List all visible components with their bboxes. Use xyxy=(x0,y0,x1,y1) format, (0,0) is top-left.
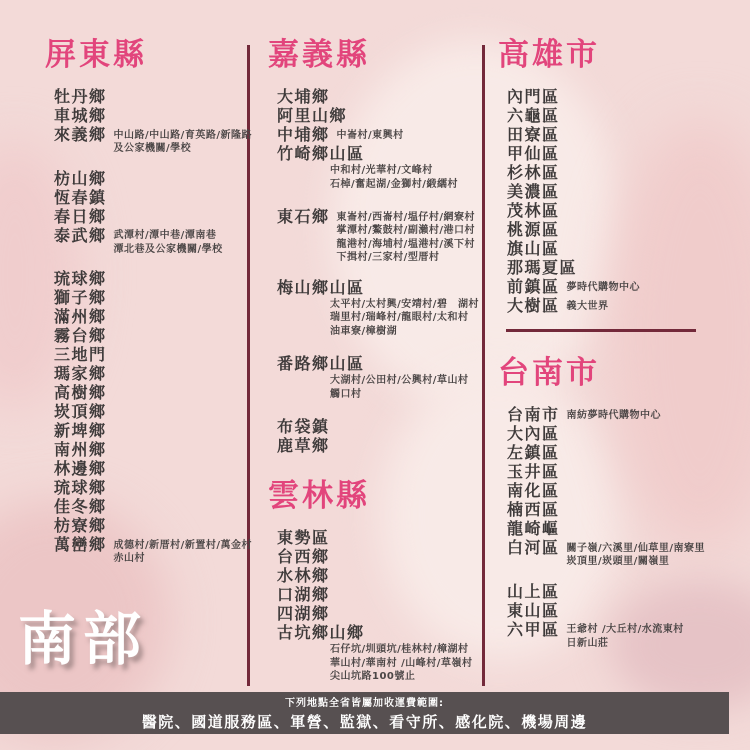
list-item xyxy=(507,144,744,163)
list-item xyxy=(507,125,744,144)
note-line: 中和村/光華村/文峰村 xyxy=(330,165,433,176)
list-item-name: 布袋鎮 xyxy=(277,417,330,436)
list-item xyxy=(54,364,257,383)
list-item-name: 杉林區 xyxy=(507,163,560,182)
list-item xyxy=(54,535,257,566)
list-item-name: 茂林區 xyxy=(507,201,560,220)
list-item xyxy=(54,87,257,106)
note-line: 日新山莊 xyxy=(566,637,609,649)
list-item-name: 四湖鄉 xyxy=(277,604,330,623)
list-item-name: 南化區 xyxy=(507,481,560,500)
note-line: 尖山坑路100號止 xyxy=(330,671,416,682)
list-item xyxy=(54,169,257,188)
note-line: 赤山村 xyxy=(113,553,146,564)
item-note-pingtung xyxy=(114,535,252,566)
list-item-name: 大內區 xyxy=(507,424,560,443)
list-item xyxy=(54,226,257,257)
list-item-name: 水林鄉 xyxy=(277,566,330,585)
list-item xyxy=(54,307,257,326)
note-line: 崁頂里/崁頭里/關嶺里 xyxy=(566,556,670,567)
note-line: 及公家機關/學校 xyxy=(113,143,192,154)
list-item-name: 番路鄉山區 xyxy=(277,354,365,373)
item-note-chiayi xyxy=(337,207,475,265)
note-line: 觸口村 xyxy=(330,388,362,400)
note-line: 石仔坑/圳頭坑/桂林村/樟湖村 xyxy=(330,644,469,655)
list-item-name: 前鎮區 xyxy=(507,277,560,296)
list-item-name: 來義鄉 xyxy=(54,125,107,144)
list-item xyxy=(507,443,744,462)
list-item xyxy=(507,601,744,620)
list-item-name: 左鎮區 xyxy=(507,443,560,462)
list-item xyxy=(277,207,480,265)
item-note-chiayi xyxy=(330,297,480,342)
note-line: 潭北巷及公家機關/學校 xyxy=(113,243,223,255)
list-item-name: 六甲區 xyxy=(507,619,560,639)
section-title-pingtung: 屏東縣 xyxy=(45,37,147,73)
section-divider-kaohsiung xyxy=(506,329,696,332)
list-item-name: 內門區 xyxy=(507,87,560,106)
list-item-name: 梅山鄉山區 xyxy=(277,277,365,297)
list-item-name: 瑪家鄉 xyxy=(54,364,107,383)
list-item xyxy=(277,354,480,373)
list-item xyxy=(507,220,744,239)
list-item xyxy=(507,106,744,125)
list-item xyxy=(54,497,257,516)
list-item xyxy=(54,516,257,535)
list-item-name: 大樹區 xyxy=(507,296,560,315)
list-item xyxy=(507,239,744,258)
list-item-name: 林邊鄉 xyxy=(54,459,107,478)
list-item-name: 高樹鄉 xyxy=(54,383,107,402)
note-line: 下揖村/三家村/型厝村 xyxy=(336,252,440,263)
item-note-pingtung xyxy=(114,226,223,257)
list-item xyxy=(507,182,744,201)
list-item xyxy=(507,582,744,601)
list-item-name: 六龜區 xyxy=(507,106,560,125)
list-item xyxy=(507,296,744,315)
list-item-name: 白河區 xyxy=(507,538,560,557)
list-item xyxy=(54,326,257,345)
list-item-name: 鹿草鄉 xyxy=(277,436,330,455)
list-item-name: 琉球鄉 xyxy=(54,269,107,288)
list-item-name: 滿州鄉 xyxy=(54,307,107,326)
list-item xyxy=(507,258,744,277)
note-line: 華山村/華南村 /山峰村/草嶺村 xyxy=(330,657,473,669)
list-item-name: 口湖鄉 xyxy=(277,585,330,604)
list-item-name: 三地門 xyxy=(54,345,107,364)
list-item-name: 玉井區 xyxy=(507,462,560,481)
item-note-chiayi xyxy=(330,163,480,194)
list-item-name: 南州鄉 xyxy=(54,440,107,459)
column-kaohsiung-tainan xyxy=(498,38,744,650)
list-item xyxy=(277,106,480,125)
list-item xyxy=(277,125,480,144)
list-item-name: 牡丹鄉 xyxy=(54,87,107,106)
list-item-name: 東石鄉 xyxy=(277,207,330,226)
list-item xyxy=(507,500,744,519)
note-line: 瑞里村/瑞峰村/龍眼村/太和村 xyxy=(330,312,469,323)
note-line: 掌潭村/鰲鼓村/副瀨村/港口村 xyxy=(336,225,475,236)
note-line: 中山路/中山路/育英路/新隆路 xyxy=(113,129,252,141)
list-item-name: 琉球鄉 xyxy=(54,478,107,497)
list-item xyxy=(54,207,257,226)
list-item-name: 竹崎鄉山區 xyxy=(277,144,365,163)
list-item xyxy=(54,106,257,125)
footer-note-locations: 醫院、國道服務區、軍營、監獄、看守所、感化院、機場周邊 xyxy=(141,713,588,731)
list-item-name: 萬巒鄉 xyxy=(54,535,107,554)
list-item-name: 古坑鄉山鄉 xyxy=(277,623,365,642)
list-item xyxy=(277,144,480,163)
list-item-name: 枋山鄉 xyxy=(54,168,107,188)
item-note-kaohsiung xyxy=(567,277,641,294)
list-item-name: 甲仙區 xyxy=(507,144,560,163)
list-item xyxy=(507,538,744,569)
list-item-name: 恆春鎮 xyxy=(54,187,107,207)
list-item xyxy=(507,424,744,443)
list-item-name: 大埔鄉 xyxy=(277,87,330,106)
list-item xyxy=(54,188,257,207)
list-item-name: 枋寮鄉 xyxy=(54,516,107,535)
list-item-name: 台西鄉 xyxy=(277,547,330,566)
list-item xyxy=(507,277,744,296)
list-item-name: 車城鄉 xyxy=(54,106,107,125)
region-label: 南部 xyxy=(18,605,149,673)
list-item xyxy=(507,405,744,424)
list-item xyxy=(277,585,480,604)
list-item xyxy=(54,402,257,421)
column-pingtung xyxy=(45,38,257,566)
note-line: 義大世界 xyxy=(566,300,609,312)
list-item xyxy=(54,269,257,288)
list-item xyxy=(507,462,744,481)
item-note-pingtung xyxy=(114,125,252,156)
note-line: 中崙村/東興村 xyxy=(336,129,404,141)
note-line: 龍港村/海埔村/塭港村/溪下村 xyxy=(336,238,475,250)
item-note-chiayi xyxy=(330,373,480,404)
column-chiayi-yunlin xyxy=(268,38,480,687)
list-item xyxy=(54,440,257,459)
list-item xyxy=(507,481,744,500)
list-item xyxy=(507,620,744,651)
list-item-name: 東勢區 xyxy=(277,528,330,547)
list-item-name: 旗山區 xyxy=(507,239,560,258)
note-line: 成德村/新厝村/新置村/萬金村 xyxy=(113,539,252,551)
note-line: 油車寮/樟樹湖 xyxy=(330,325,398,337)
item-note-yunlin xyxy=(330,642,480,687)
list-item xyxy=(507,163,744,182)
list-item-name: 阿里山鄉 xyxy=(277,106,348,125)
list-item-name: 佳冬鄉 xyxy=(54,497,107,516)
list-item xyxy=(54,478,257,497)
list-item xyxy=(277,566,480,585)
column-divider-2 xyxy=(482,45,485,686)
note-line: 王爺村 /大丘村/水流東村 xyxy=(566,624,684,635)
list-item xyxy=(507,519,744,538)
list-item xyxy=(507,87,744,106)
item-note-tainan xyxy=(567,405,662,422)
note-line: 南紡夢時代購物中心 xyxy=(566,409,662,421)
note-line: 東崙村/西崙村/塭仔村/網寮村 xyxy=(336,211,475,223)
list-item xyxy=(277,417,480,436)
list-item-name: 中埔鄉 xyxy=(277,125,330,144)
list-item-name: 崁頂鄉 xyxy=(54,402,107,421)
note-line: 關子嶺/六溪里/仙草里/南寮里 xyxy=(566,542,705,554)
list-item-name: 台南市 xyxy=(507,405,560,424)
list-item xyxy=(54,345,257,364)
note-line: 武潭村/潭中巷/潭南巷 xyxy=(113,230,217,241)
list-item xyxy=(277,547,480,566)
list-item-name: 楠西區 xyxy=(507,500,560,519)
footer-note-heading: 下列地點全省皆屬加收運費範圍: xyxy=(285,698,444,709)
list-item-name: 東山區 xyxy=(507,600,560,620)
footer-band xyxy=(0,692,729,734)
list-item xyxy=(277,436,480,455)
list-item xyxy=(54,383,257,402)
list-item-name: 田寮區 xyxy=(507,125,560,144)
list-item-name: 獅子鄉 xyxy=(54,288,107,307)
section-title-yunlin: 雲林縣 xyxy=(268,478,370,514)
list-item-name: 新埤鄉 xyxy=(54,421,107,440)
list-item-name: 霧台鄉 xyxy=(54,326,107,345)
note-line: 夢時代購物中心 xyxy=(566,281,641,293)
note-line: 太平村/太村興/安靖村/碧 湖村 xyxy=(330,298,479,310)
list-item xyxy=(54,125,257,156)
note-line: 石棹/奮起湖/金獅村/緞繻村 xyxy=(330,178,458,190)
section-title-chiayi: 嘉義縣 xyxy=(268,37,370,73)
list-item xyxy=(54,288,257,307)
list-item xyxy=(277,604,480,623)
list-item xyxy=(277,278,480,297)
list-item-name: 那瑪夏區 xyxy=(507,258,578,277)
section-title-tainan: 台南市 xyxy=(498,355,600,391)
list-item-name: 美濃區 xyxy=(507,182,560,201)
list-item xyxy=(54,459,257,478)
section-title-kaohsiung: 高雄市 xyxy=(498,37,600,73)
item-note-chiayi xyxy=(337,125,404,142)
list-item-name: 春日鄉 xyxy=(54,206,107,226)
list-item xyxy=(277,528,480,547)
list-item-name: 龍崎嶇 xyxy=(507,519,560,538)
list-item xyxy=(507,201,744,220)
list-item xyxy=(277,623,480,642)
list-item xyxy=(277,87,480,106)
list-item-name: 泰武鄉 xyxy=(54,225,107,245)
item-note-kaohsiung xyxy=(567,296,609,313)
list-item-name: 桃源區 xyxy=(507,220,560,239)
note-line: 大湖村/公田村/公興村/草山村 xyxy=(330,375,469,386)
item-note-tainan xyxy=(567,538,705,569)
list-item-name: 山上區 xyxy=(507,581,560,601)
item-note-tainan xyxy=(567,620,684,651)
list-item xyxy=(54,421,257,440)
